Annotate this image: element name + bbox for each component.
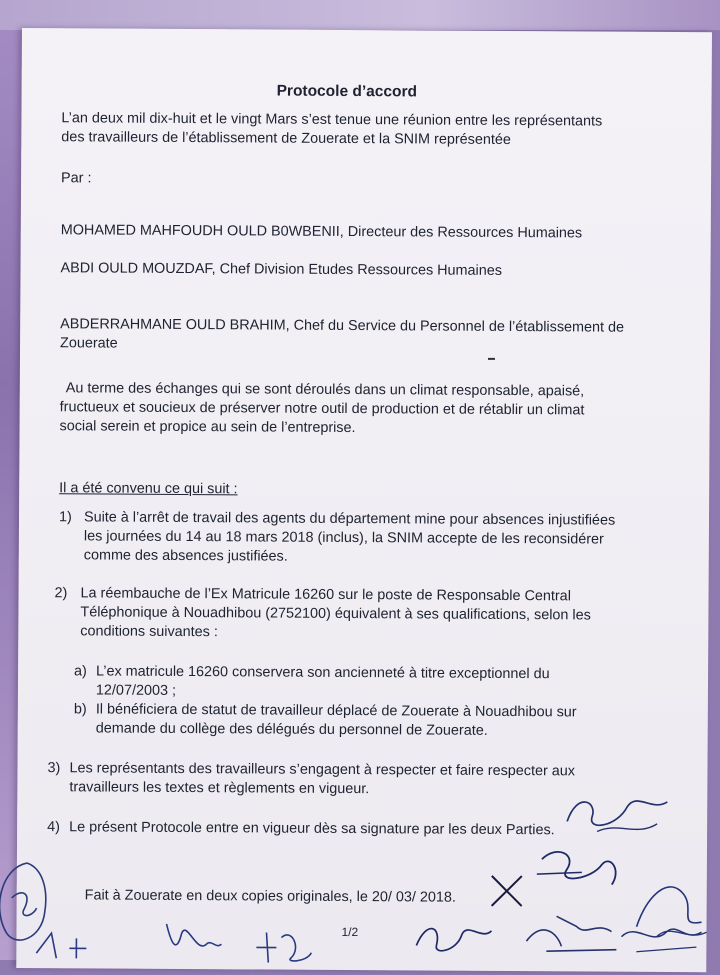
item-2-line-2: Téléphonique à Nouadhibou (2752100) équivalent à ses qualifications, selon les (80, 604, 591, 624)
background-top (0, 0, 720, 30)
signature-bottom-4 (406, 910, 496, 966)
signature-bottom-3 (246, 917, 316, 972)
preamble-line-2: fructueux et soucieux de préserver notre outil de production et de rétablir un climat (59, 399, 585, 419)
representative-1: MOHAMED MAHFOUDH OULD B0WBENII, Directeur des Ressources Humaines (60, 222, 583, 242)
representative-3-line-2: Zouerate (60, 335, 118, 352)
item-1-line-3: comme des absences justifiées. (83, 547, 288, 565)
subitem-a-line-2: 12/07/2003 ; (95, 682, 177, 699)
item-2-number: 2) (54, 585, 68, 602)
subitem-b-line-1: Il bénéficiera de statut de travailleur déplacé de Zouerate à Nouadhibou sur (95, 701, 577, 721)
par-label: Par : (61, 170, 92, 187)
subitem-a-line-1: L’ex matricule 16260 conservera son ancienneté à titre exceptionnel du (96, 663, 550, 683)
item-2-line-1: La réembauche de l’Ex Matricule 16260 sur le poste de Responsable Central (80, 585, 571, 605)
document-title: Protocole d’accord (276, 82, 418, 101)
preamble-line-3: social serein et propice au sein de l’entreprise. (59, 418, 356, 437)
item-1-number: 1) (58, 509, 72, 526)
item-3-number: 3) (47, 760, 61, 777)
page-number: 1/2 (341, 924, 359, 940)
intro-line-1: L’an deux mil dix-huit et le vingt Mars s’est tenue une réunion entre les représentants (61, 110, 603, 130)
item-2-line-3: conditions suivantes : (80, 623, 218, 641)
document-page (16, 28, 712, 972)
item-4-number: 4) (47, 819, 60, 836)
closing-line: Fait à Zouerate en deux copies originales, le 20/ 03/ 2018. (84, 887, 456, 906)
subitem-b-line-2: demande du collège des délégués du personnel de Zouerate. (95, 720, 488, 739)
intro-line-2: des travailleurs de l’établissement de Zouerate et la SNIM représentée (61, 129, 511, 148)
signature-bottom-1 (31, 923, 121, 969)
subitem-a-letter: a) (74, 663, 87, 680)
item-3-line-2: travailleurs les textes et règlements en vigueur. (69, 779, 370, 798)
item-1-line-2: les journées du 14 au 18 mars 2018 (inclus), la SNIM accepte de les reconsidérer (83, 528, 604, 548)
signature-right-2 (522, 839, 642, 905)
representative-2: ABDI OULD MOUZDAF, Chef Division Etudes Ressources Humaines (60, 260, 503, 279)
subitem-b-letter: b) (73, 701, 87, 718)
signature-bottom-6 (616, 907, 706, 963)
signature-right-1 (557, 781, 697, 847)
representative-3-line-1: ABDERRAHMANE OULD BRAHIM, Chef du Service du Personnel de l’établissement de (60, 316, 625, 336)
signature-bottom-2 (156, 914, 226, 969)
item-4-line-1: Le présent Protocole entre en vigueur dès sa signature par les deux Parties. (69, 819, 555, 839)
preamble-line-1: Au terme des échanges qui se sont déroulés dans un climat responsable, apaisé, (65, 380, 585, 400)
agreed-heading: Il a été convenu ce qui suit : (59, 480, 238, 498)
item-3-line-1: Les représentants des travailleurs s’engagent à respecter et faire respecter aux (69, 760, 576, 780)
ink-mark (488, 358, 495, 360)
signature-bottom-5 (516, 901, 626, 967)
item-1-line-1: Suite à l’arrêt de travail des agents du département mine pour absences injustifiées (83, 509, 616, 529)
